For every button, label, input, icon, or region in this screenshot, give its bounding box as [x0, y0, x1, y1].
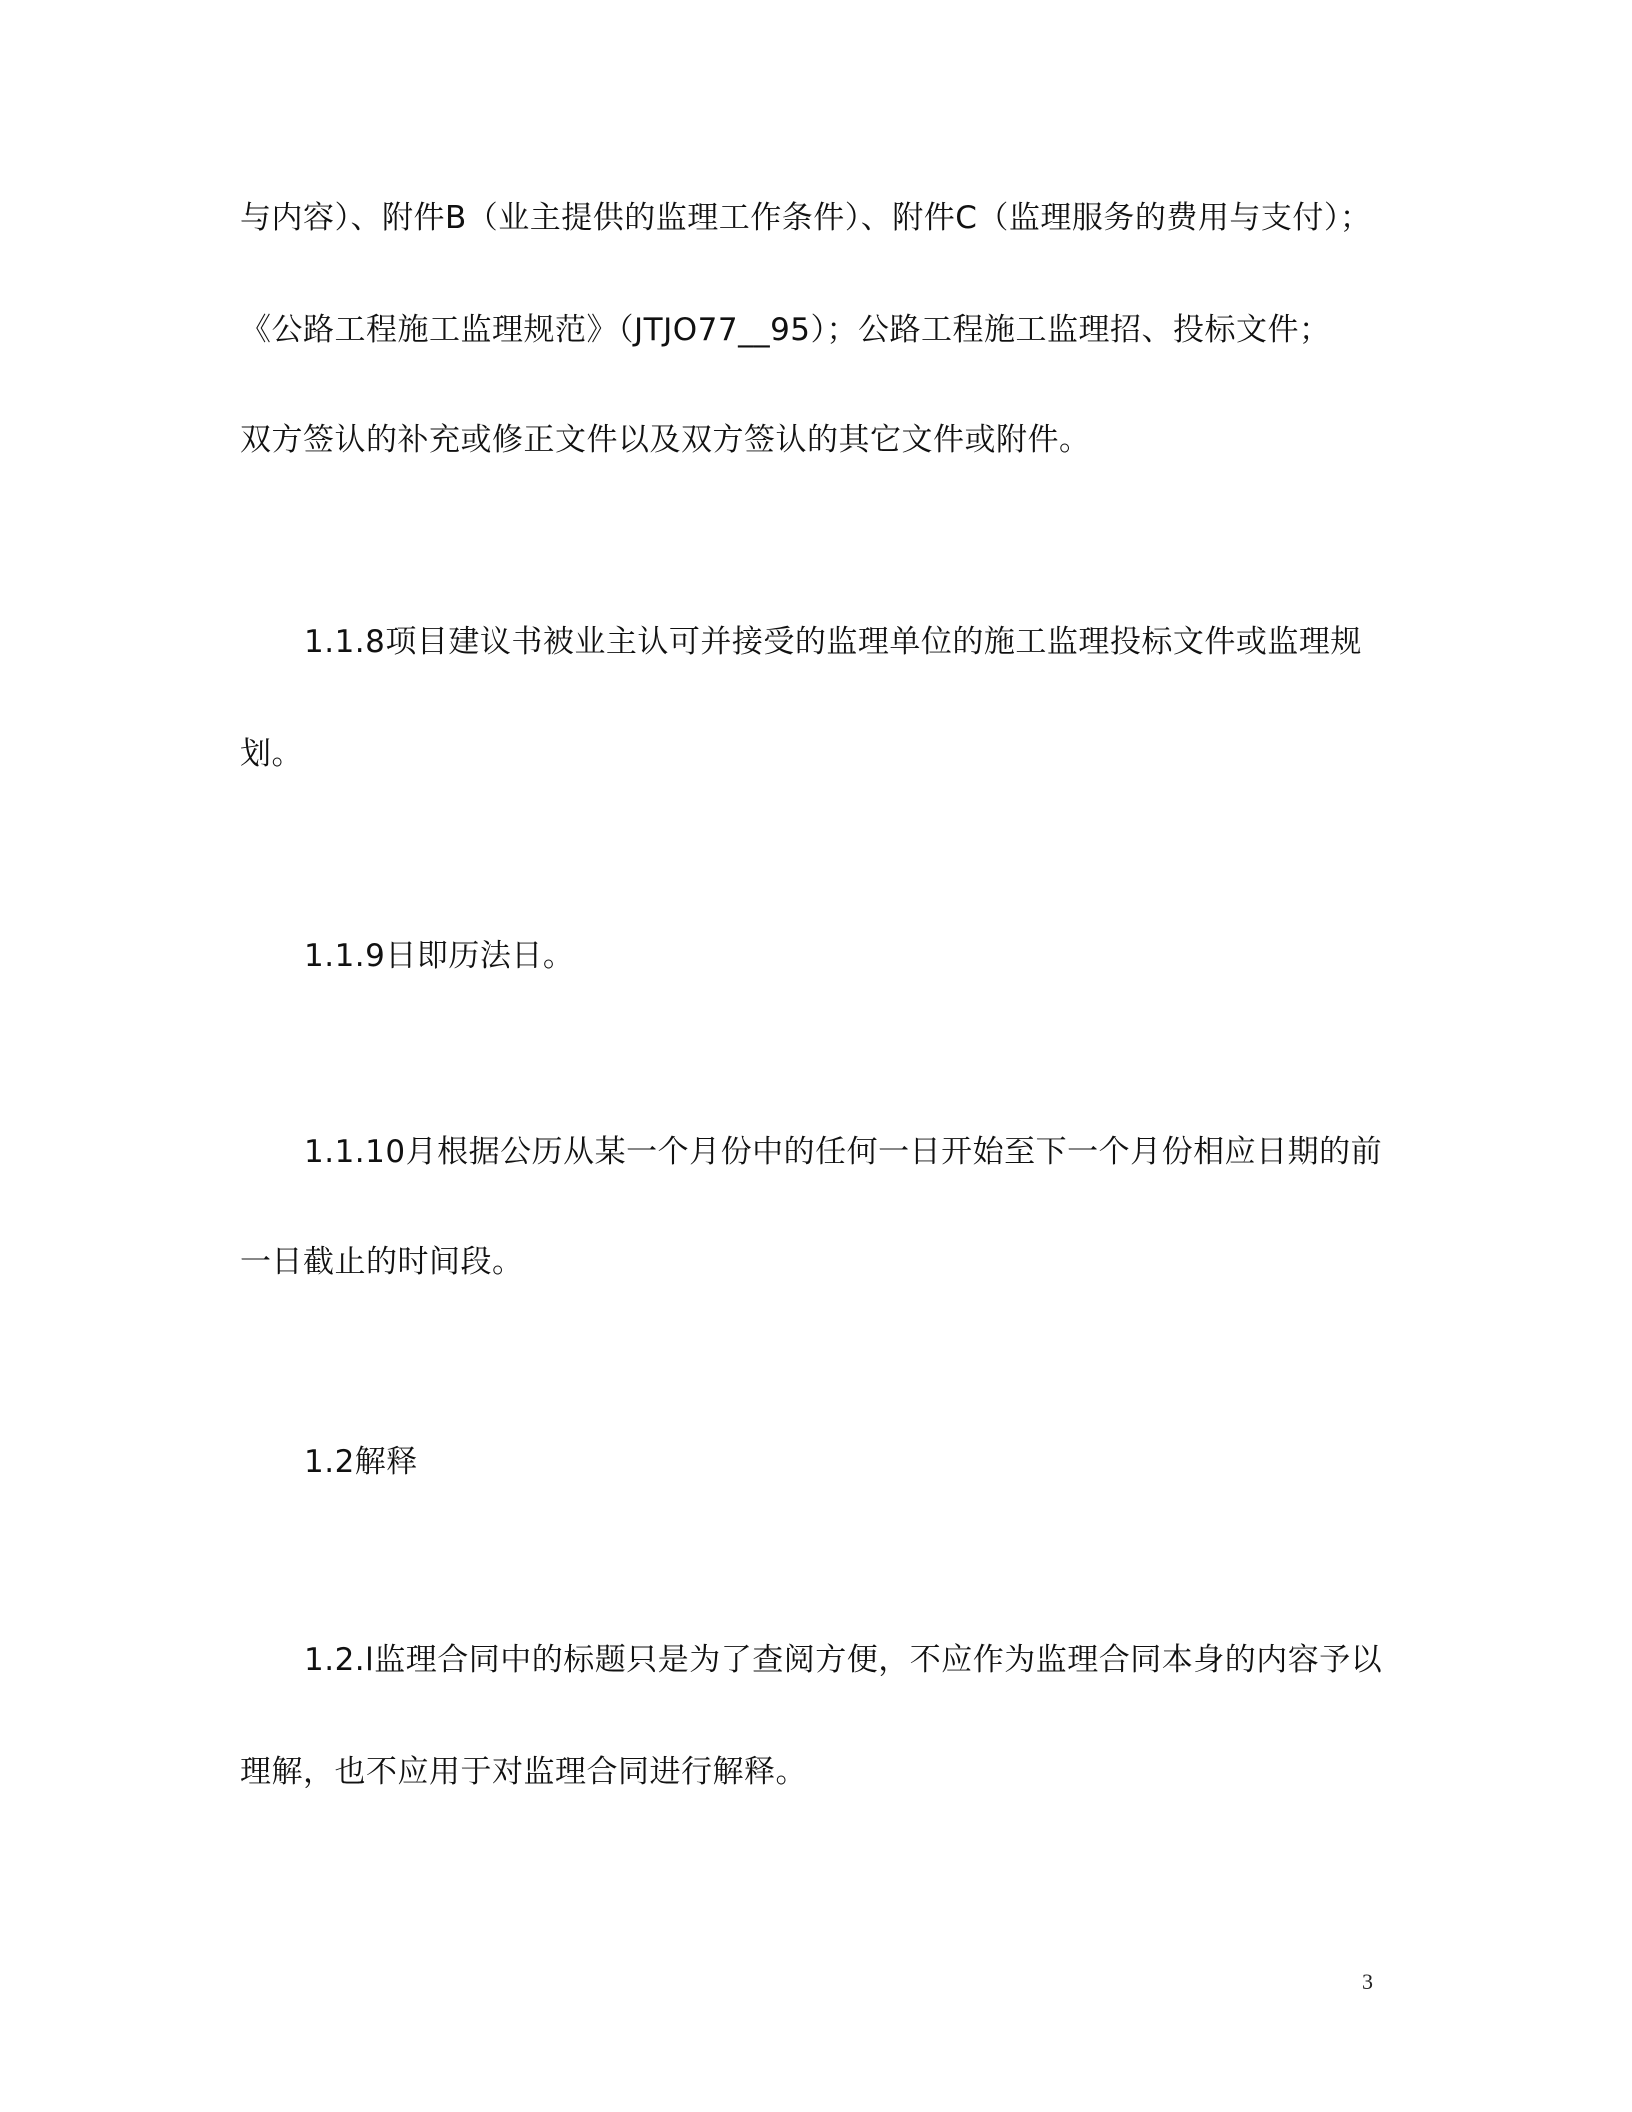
clause-1-2-1-continuation: 理解，也不应用于对监理合同进行解释。 [240, 1754, 807, 1790]
clause-1-1-10-continuation: 一日截止的时间段。 [240, 1244, 524, 1280]
regulation-line: 《公路工程施工监理规范》（JTJO77__95）；公路工程施工监理招、投标文件； [240, 312, 1331, 348]
clause-1-2-1: 1.2.l监理合同中的标题只是为了查阅方便，不应作为监理合同本身的内容予以 [304, 1642, 1383, 1678]
supplement-line: 双方签认的补充或修正文件以及双方签认的其它文件或附件。 [240, 422, 1091, 458]
clause-1-1-8: 1.1.8项目建议书被业主认可并接受的监理单位的施工监理投标文件或监理规 [304, 624, 1362, 660]
clause-1-1-9: 1.1.9日即历法日。 [304, 938, 575, 974]
page-number: 3 [1362, 1969, 1373, 1994]
section-1-2-heading: 1.2解释 [304, 1444, 418, 1480]
clause-1-1-10: 1.1.10月根据公历从某一个月份中的任何一日开始至下一个月份相应日期的前 [304, 1134, 1383, 1170]
clause-1-1-8-continuation: 划。 [240, 736, 303, 772]
attachments-line: 与内容）、附件B（业主提供的监理工作条件）、附件C（监理服务的费用与支付）； [240, 200, 1372, 236]
